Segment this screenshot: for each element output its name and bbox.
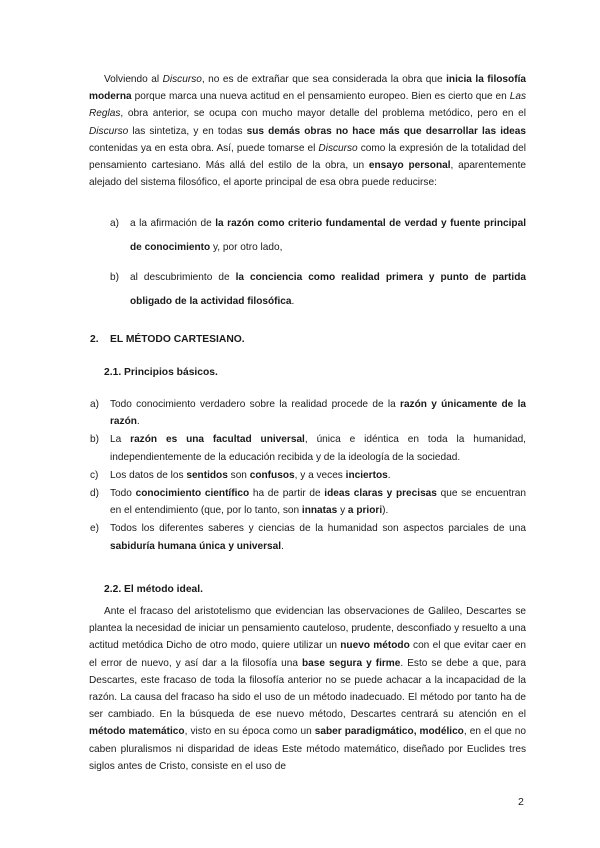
section-title: EL MÉTODO CARTESIANO. xyxy=(110,334,245,345)
list-item-text: Todos los diferentes saberes y ciencias de la humanidad son aspectos parciales de una sabiduría humana única y universal. xyxy=(110,523,526,552)
list-item-text: Todo conocimiento verdadero sobre la realidad procede de la razón y únicamente de la razón. xyxy=(110,399,526,428)
page-number: 2 xyxy=(518,796,524,808)
method-paragraph: Ante el fracaso del aristotelismo que evidencian las observaciones de Galileo, Descartes se plantea la necesidad de iniciar un pensamiento cauteloso, prudente, desconfiado y resuelto a una actitud metódica Dicho de otro modo, quiere utilizar un nuevo método con el que evitar caer en el error de nuevo, y así dar a la filosofía una base segura y firme. Esto se debe a que, para Descartes, este fracaso de toda la filosofía anterior no se puede achacar a la incapacidad de la razón. La causa del fracaso ha sido el uso de un método inadecuado. El método por tanto ha de ser cambiado. En la búsqueda de ese nuevo método, Descartes centrará su atención en el método matemático, visto en su época como un saber paradigmático, modélico, en el que no caben pluralismos ni disparidad de ideas Este método matemático, diseñado por Euclides tres siglos antes de Cristo, consiste en el uso de xyxy=(89,606,527,772)
list-marker: c) xyxy=(90,469,99,481)
principles-list xyxy=(90,396,526,555)
list-item xyxy=(90,431,526,465)
list-marker: a) xyxy=(110,218,119,229)
list-item-text: Los datos de los sentidos son confusos, y a veces inciertos. xyxy=(110,469,391,481)
list-marker: d) xyxy=(90,488,99,500)
list-item xyxy=(110,266,526,314)
list-marker: b) xyxy=(90,434,99,446)
subsection-heading: 2.1. Principios básicos. xyxy=(104,367,218,378)
list-item xyxy=(90,467,526,484)
section-heading xyxy=(90,334,245,345)
list-item xyxy=(90,520,526,554)
reduce-list xyxy=(110,212,526,314)
list-marker: a) xyxy=(90,399,99,410)
list-item-text: a la afirmación de la razón como criterio fundamental de verdad y fuente principal de conocimiento y, por otro lado, xyxy=(130,218,526,253)
list-marker: e) xyxy=(90,523,99,535)
list-item-text: Todo conocimiento científico ha de partir de ideas claras y precisas que se encuentran en el entendimiento (que, por lo tanto, son innatas y a priori). xyxy=(110,488,526,517)
intro-paragraph: Volviendo al Discurso, no es de extrañar que sea considerada la obra que inicia la filosofía moderna porque marca una nueva actitud en el pensamiento europeo. Bien es cierto que en Las Reglas, obra anterior, se ocupa con mucho mayor detalle del problema metódico, pero en el Discurso las sintetiza, y en todas sus demás obras no hace más que desarrollar las ideas contenidas ya en esta obra. Así, puede tomarse el Discurso como la expresión de la totalidad del pensamiento cartesiano. Más allá del estilo de la obra, un ensayo personal, aparentemente alejado del sistema filosófico, el aporte principal de esa obra puede reducirse: xyxy=(89,74,527,189)
list-item-text: La razón es una facultad universal, única e idéntica en toda la humanidad, independientemente de la educación recibida y de la ideología de la sociedad. xyxy=(110,434,526,463)
list-item-text: al descubrimiento de la conciencia como realidad primera y punto de partida obligado de la actividad filosófica. xyxy=(130,272,526,307)
subsection-heading: 2.2. El método ideal. xyxy=(104,584,203,595)
list-item xyxy=(110,212,526,260)
list-item xyxy=(90,396,526,430)
list-item xyxy=(90,485,526,519)
list-marker: b) xyxy=(110,272,119,283)
section-number: 2. xyxy=(90,334,99,345)
